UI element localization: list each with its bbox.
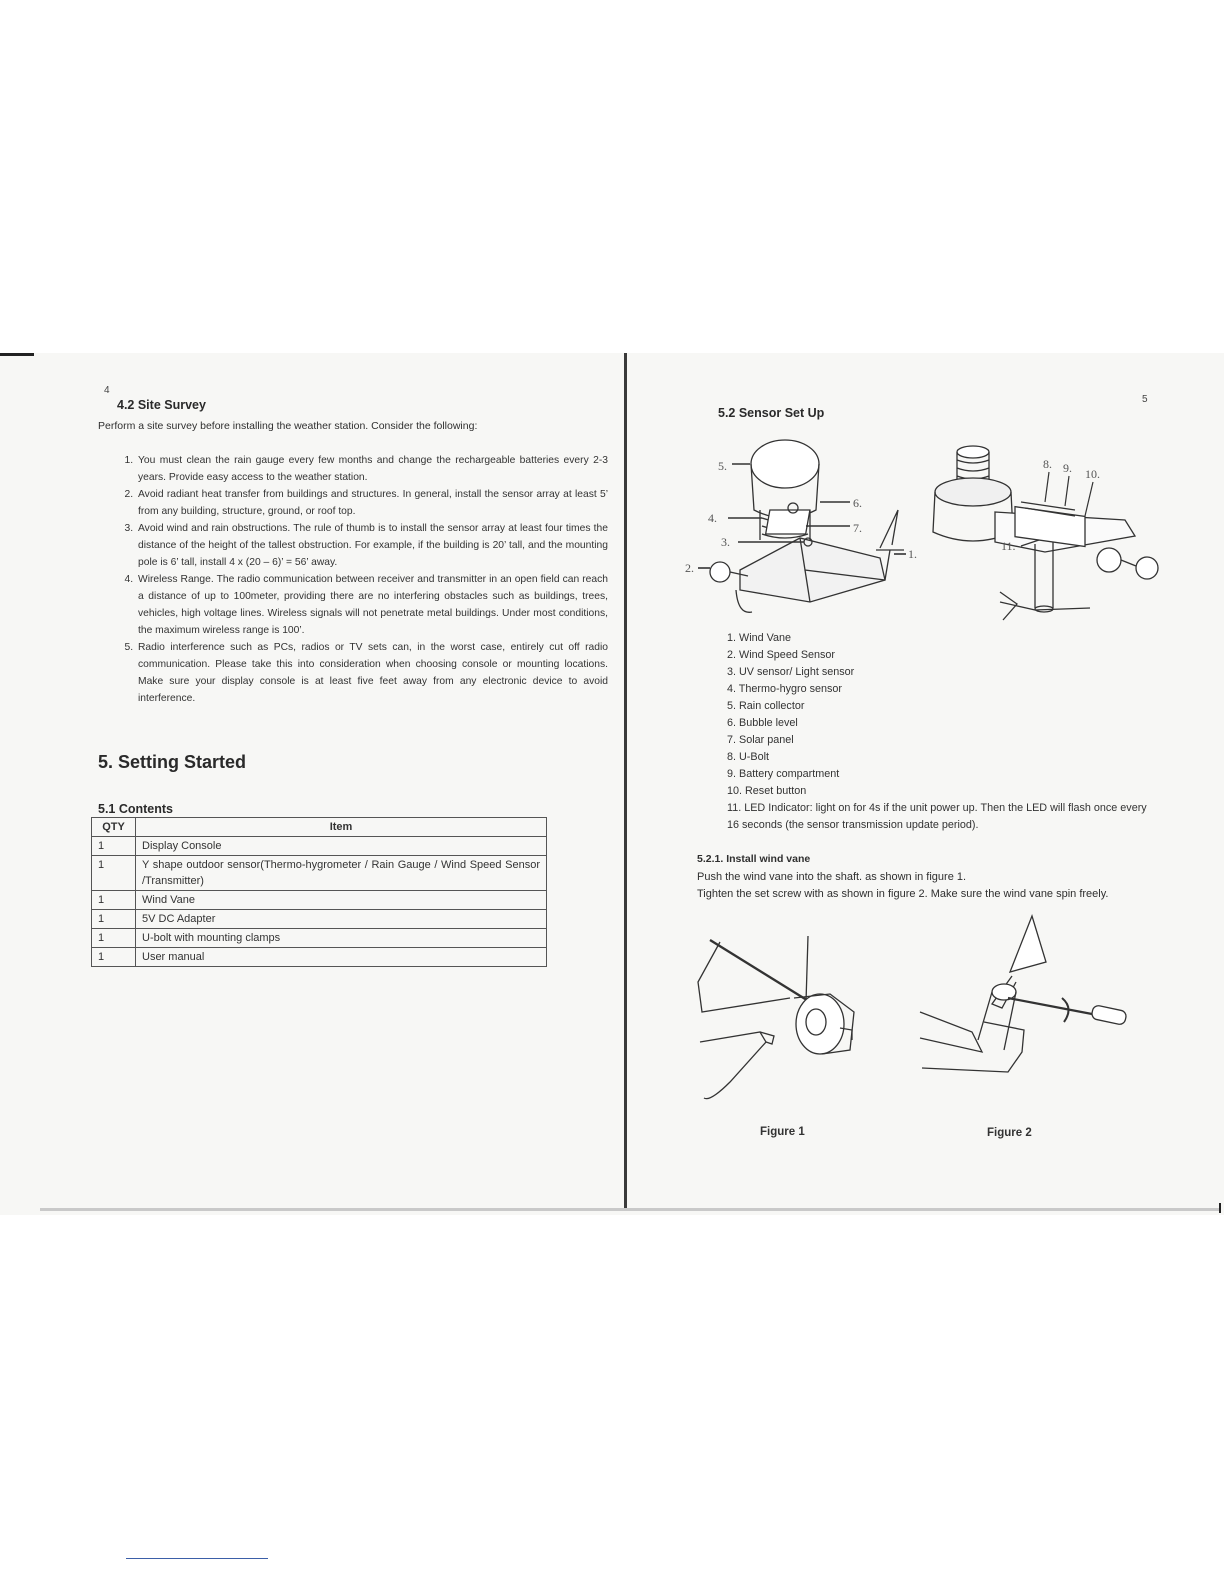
survey-item: 2. Avoid radiant heat transfer from buildings and structures. In general, install the sensor array at least 5’ from any building, structure, ground, or roof top. (136, 486, 608, 520)
qty-cell: 1 (92, 856, 136, 891)
table-row (92, 910, 547, 929)
figure-1-illustration (690, 932, 870, 1107)
figure-2-caption: Figure 2 (987, 1127, 1032, 1139)
callout-6: 6. (853, 496, 862, 510)
item-cell: 5V DC Adapter (136, 910, 547, 929)
qty-cell: 1 (92, 910, 136, 929)
list-item: 10. Reset button (727, 785, 807, 797)
sensor-setup-heading: 5.2 Sensor Set Up (718, 406, 825, 420)
scan-edge-mark (0, 353, 34, 356)
table-row (92, 837, 547, 856)
list-item: 8. U-Bolt (727, 751, 770, 763)
page-number-left: 4 (104, 385, 110, 396)
contents-table (91, 817, 547, 967)
sensor-parts-list (727, 630, 1157, 834)
item-cell: Display Console (136, 837, 547, 856)
figure-1-caption: Figure 1 (760, 1126, 805, 1138)
item-cell: U-bolt with mounting clamps (136, 929, 547, 948)
item-cell: Y shape outdoor sensor(Thermo-hygrometer / Rain Gauge / Wind Speed Sensor /Transmitter) (136, 856, 547, 891)
column-header-item: Item (136, 818, 547, 837)
survey-item: 3. Avoid wind and rain obstructions. The rule of thumb is to install the sensor array at least four times the distance of the height of the tallest obstruction. For example, if the building is 20’ tall, and the mounting pole is 6’ tall, install 4 x (20 – 6)’ = 56’ away. (136, 520, 608, 571)
sensor-back-diagram (925, 432, 1165, 632)
sensor-array-diagram (680, 430, 930, 630)
table-header-row (92, 818, 547, 837)
install-vane-step-2: Tighten the set screw with as shown in figure 2. Make sure the wind vane spin freely. (697, 888, 1109, 900)
qty-cell: 1 (92, 891, 136, 910)
list-item: 11. LED Indicator: light on for 4s if the unit power up. Then the LED will flash once every 16 seconds (the sensor transmission update period). (727, 802, 1147, 831)
callout-4: 4. (708, 511, 717, 525)
setting-started-heading: 5. Setting Started (98, 752, 247, 772)
table-row (92, 891, 547, 910)
callout-7: 7. (853, 521, 862, 535)
site-survey-heading: 4.2 Site Survey (117, 398, 206, 412)
callout-3: 3. (721, 535, 730, 549)
table-row (92, 948, 547, 967)
list-item: 5. Rain collector (727, 700, 805, 712)
column-header-qty: QTY (92, 818, 136, 837)
callout-5: 5. (718, 459, 727, 473)
table-row (92, 856, 547, 891)
callout-1: 1. (908, 547, 917, 561)
scan-edge-tick (1219, 1203, 1221, 1213)
page-bottom-edge (40, 1208, 1220, 1211)
book-gutter (624, 353, 627, 1211)
item-cell: User manual (136, 948, 547, 967)
callout-10: 10. (1085, 467, 1100, 481)
survey-item: 1. You must clean the rain gauge every few months and change the rechargeable batteries every 2-3 years. Provide easy access to the weather station. (136, 452, 608, 486)
figure-2-illustration (912, 912, 1142, 1092)
page-number-right: 5 (1142, 394, 1148, 405)
survey-item: 5. Radio interference such as PCs, radios or TV sets can, in the worst case, entirely cut off radio communication. Please take this into consideration when choosing console or mounting locations. Make sure your display console is at least five feet away from any electronic device to avoid interference. (136, 639, 608, 707)
list-item: 7. Solar panel (727, 734, 794, 746)
list-item: 9. Battery compartment (727, 768, 840, 780)
install-vane-heading: 5.2.1. Install wind vane (697, 853, 811, 865)
callout-11: 11. (1001, 539, 1016, 553)
qty-cell: 1 (92, 929, 136, 948)
qty-cell: 1 (92, 837, 136, 856)
list-item: 4. Thermo-hygro sensor (727, 683, 843, 695)
install-vane-step-1: Push the wind vane into the shaft. as shown in figure 1. (697, 871, 967, 883)
table-row (92, 929, 547, 948)
item-cell: Wind Vane (136, 891, 547, 910)
footnote-rule (126, 1558, 268, 1559)
callout-8: 8. (1043, 457, 1052, 471)
list-item: 3. UV sensor/ Light sensor (727, 666, 855, 678)
list-item: 2. Wind Speed Sensor (727, 649, 836, 661)
callout-9: 9. (1063, 461, 1072, 475)
callout-2: 2. (685, 561, 694, 575)
list-item: 6. Bubble level (727, 717, 798, 729)
site-survey-intro: Perform a site survey before installing the weather station. Consider the following: (98, 420, 478, 432)
contents-heading: 5.1 Contents (98, 802, 174, 816)
list-item: 1. Wind Vane (727, 632, 792, 644)
qty-cell: 1 (92, 948, 136, 967)
site-survey-list (98, 452, 608, 707)
survey-item: 4. Wireless Range. The radio communication between receiver and transmitter in an open field can reach a distance of up to 100meter, providing there are no interfering obstacles such as buildings, trees, vehicles, high voltage lines. Wireless signals will not penetrate metal buildings. Under most conditions, the maximum wireless range is 100’. (136, 571, 608, 639)
